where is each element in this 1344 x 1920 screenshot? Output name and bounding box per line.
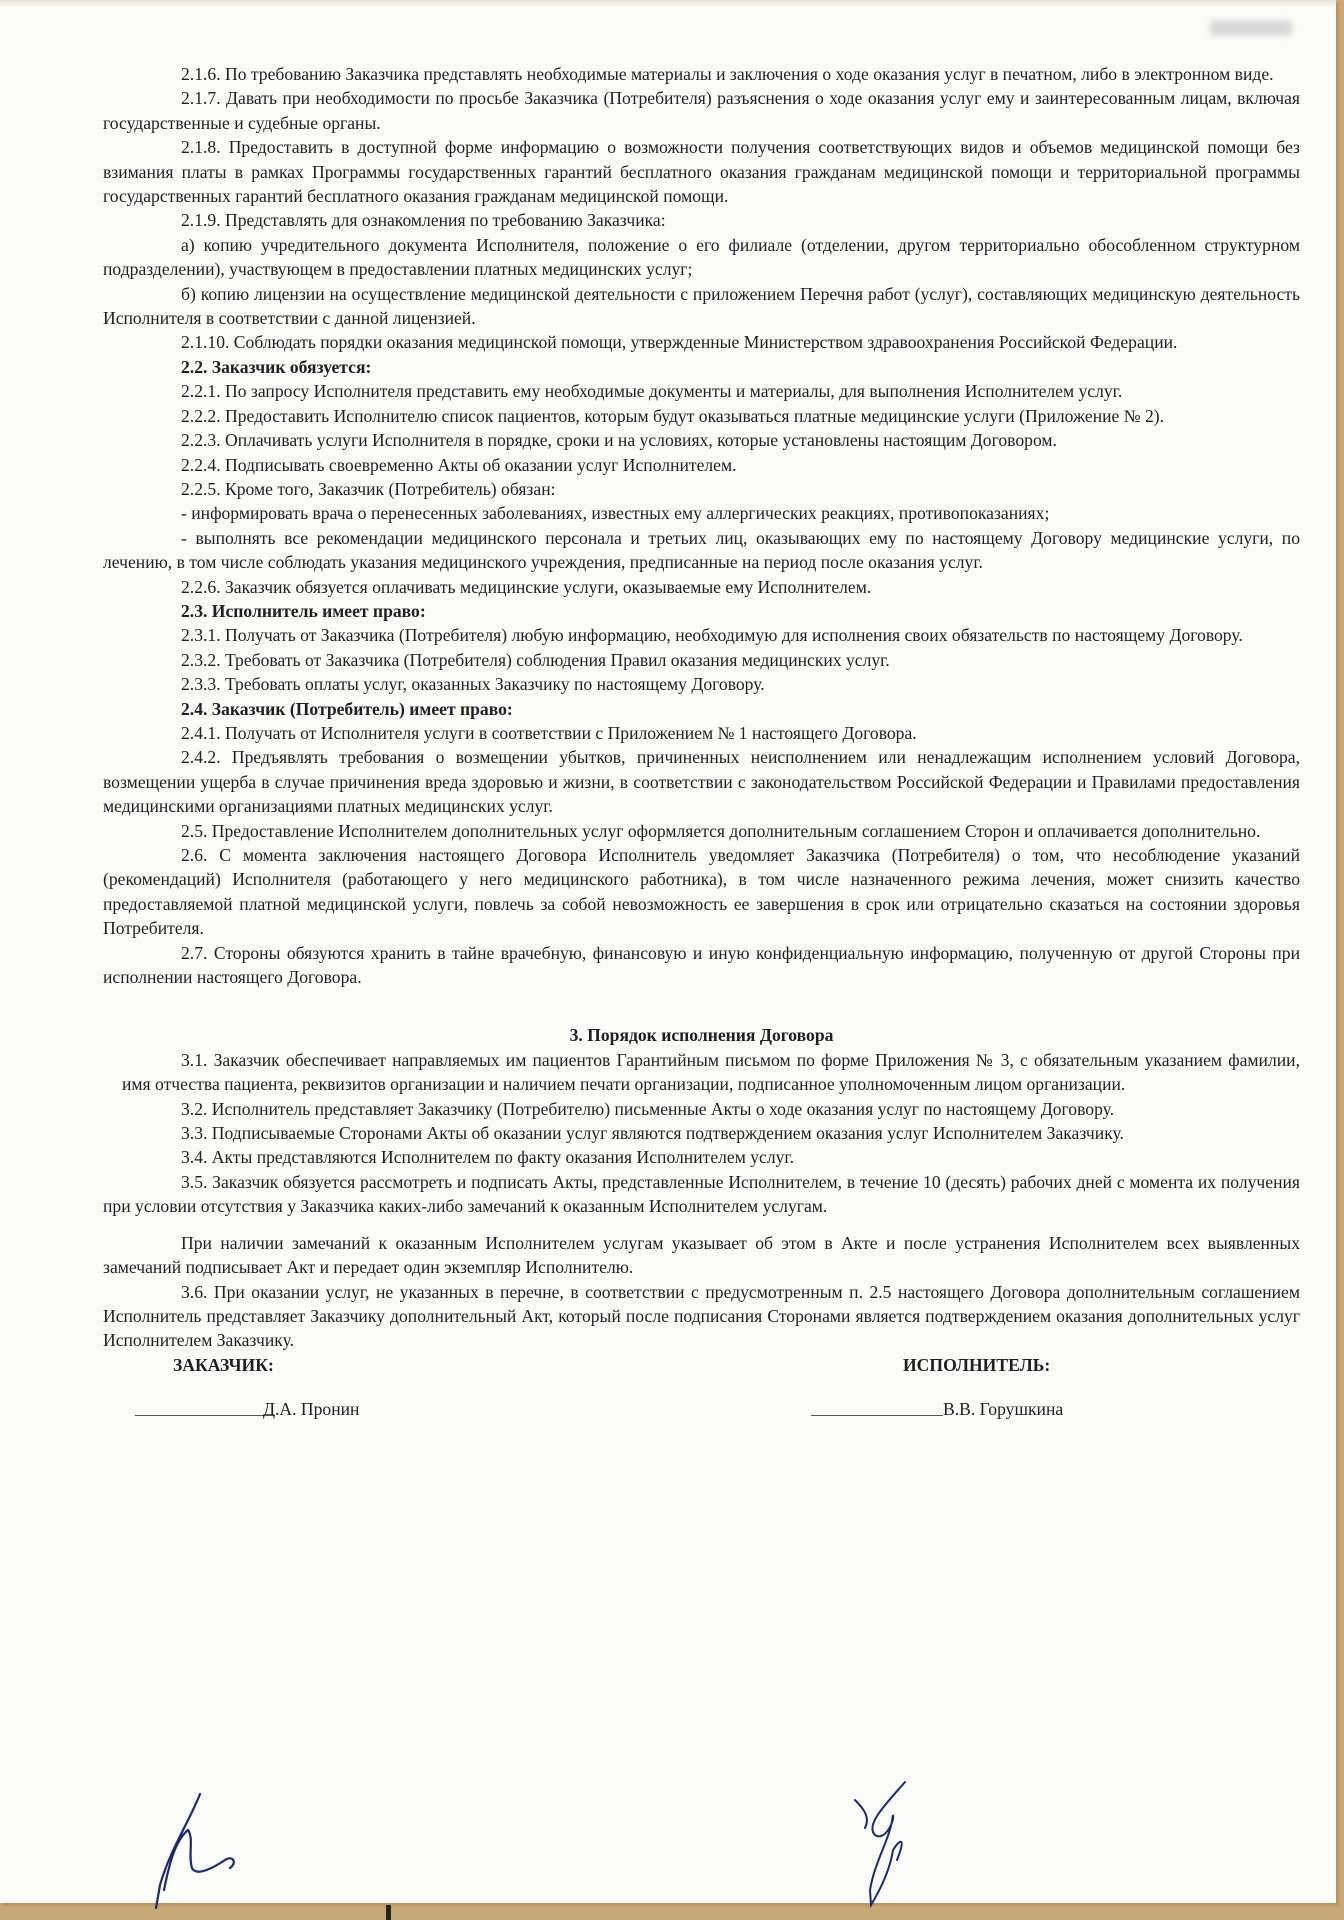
- clause-2-3-2: 2.3.2. Требовать от Заказчика (Потребителя) соблюдения Правил оказания медицинских услуг.: [181, 649, 890, 670]
- contractor-name: В.В. Горушкина: [943, 1398, 1064, 1419]
- heading-2-2: [103, 355, 1300, 379]
- clause-2-2-4: 2.2.4. Подписывать своевременно Акты об оказании услуг Исполнителем.: [181, 454, 737, 475]
- customer-signature: [130, 1790, 300, 1910]
- customer-label: ЗАКАЗЧИК:: [173, 1354, 274, 1375]
- clause-2-2-1: 2.2.1. По запросу Исполнителя представить ему необходимые документы и материалы, для выполнения Исполнителем услуг.: [181, 381, 1123, 402]
- clause-2-1-9-b: б) копию лицензии на осуществление медицинской деятельности с приложением Перечня работ (услуг), составляющих медицинскую деятельность Исполнителя в соответствии с данной лицензией.: [103, 283, 1300, 329]
- customer-signature-line: [135, 1415, 275, 1416]
- clause-3-5-remarks: При наличии замечаний к оказанным Исполнителем услугам указывает об этом в Акте и после устранения Исполнителем всех выявленных замечаний подписывает Акт и передает один экземпляр Исполнителю.: [103, 1232, 1300, 1278]
- clause-2-4-1: 2.4.1. Получать от Исполнителя услуги в соответствии с Приложением № 1 настоящего Договора.: [181, 722, 917, 743]
- clause-3-5: 3.5. Заказчик обязуется рассмотреть и подписать Акты, представленные Исполнителем, в течение 10 (десять) рабочих дней с момента их получения при условии отсутствия у Заказчика каких-либо замечаний к оказанным Исполнителем услугам.: [103, 1171, 1300, 1217]
- heading-2-4: [103, 697, 1300, 721]
- paragraph-gap: [103, 1219, 1300, 1231]
- clause-2-1-8: 2.1.8. Предоставить в доступной форме информацию о возможности получения соответствующих видов и объемов медицинской помощи без взимания платы в рамках Программы государственных гарантий бесплатного оказания гражданам медицинской помощи и территориальной программы государственных гарантий бесплатного оказания гражданам медицинской помощи.: [103, 137, 1300, 207]
- section-3-title: 3. Порядок исполнения Договора: [569, 1025, 834, 1046]
- heading-2-3-text: 2.3. Исполнитель имеет право:: [181, 600, 426, 621]
- contractor-signature-line: [811, 1415, 943, 1416]
- clause-2-2-2: 2.2.2. Предоставить Исполнителю список пациентов, которым будут оказываться платные медицинские услуги (Приложение № 2).: [181, 405, 1165, 426]
- clause-2-5: 2.5. Предоставление Исполнителем дополнительных услуг оформляется дополнительным соглашением Сторон и оплачивается дополнительно.: [181, 820, 1261, 841]
- clause-2-1-6: 2.1.6. По требованию Заказчика представлять необходимые материалы и заключения о ходе оказания услуг в печатном, либо в электронном виде.: [181, 64, 1274, 84]
- clause-2-7: 2.7. Стороны обязуются хранить в тайне врачебную, финансовую и иную конфиденциальную информацию, полученную от другой Стороны при исполнении настоящего Договора.: [103, 942, 1300, 988]
- contractor-signature-stroke: [855, 1782, 905, 1905]
- clause-2-1-9: 2.1.9. Представлять для ознакомления по требованию Заказчика:: [181, 210, 666, 231]
- clause-2-2-5-item-1: - информировать врача о перенесенных заболеваниях, известных ему аллергических реакциях, противопоказаниях;: [181, 503, 1050, 524]
- clause-2-3-1: 2.3.1. Получать от Заказчика (Потребителя) любую информацию, необходимую для исполнения своих обязательств по настоящему Договору.: [181, 625, 1243, 646]
- document-body: [103, 62, 1300, 1463]
- clause-3-4: 3.4. Акты представляются Исполнителем по факту оказания Исполнителем услуг.: [181, 1147, 795, 1168]
- signature-block: [103, 1353, 1300, 1463]
- section-gap: [103, 989, 1300, 1013]
- clause-2-4-2: 2.4.2. Предъявлять требования о возмещении убытков, причиненных неисполнением или ненадлежащим исполнением условий Договора, возмещении ущерба в случае причинения вреда здоровью и жизни, в соответствии с законодательством Российской Федерации и Правилами предоставления медицинскими организациями платных медицинских услуг.: [103, 747, 1300, 817]
- corner-smudge: [1210, 20, 1292, 36]
- clause-3-3: 3.3. Подписываемые Сторонами Акты об оказании услуг являются подтверждением оказания услуг Исполнителем Заказчику.: [181, 1123, 1124, 1144]
- clause-2-2-5-item-2: - выполнять все рекомендации медицинского персонала и третьих лиц, оказывающих ему по настоящему Договору медицинские услуги, по лечению, в том числе соблюдать указания медицинского учреждения, предписанные на период после оказания услуг.: [103, 527, 1300, 573]
- clause-2-1-10: 2.1.10. Соблюдать порядки оказания медицинской помощи, утвержденные Министерством здравоохранения Российской Федерации.: [181, 332, 1178, 353]
- desk-object: [386, 1905, 391, 1920]
- contractor-signature: [835, 1780, 955, 1910]
- heading-2-3: [103, 599, 1300, 623]
- clause-2-1-9-a: а) копию учредительного документа Исполнителя, положение о его филиале (отделении, другом территориально обособленном структурном подразделении), участвующем в предоставлении платных медицинских услуг;: [103, 234, 1300, 280]
- clause-2-3-3: 2.3.3. Требовать оплаты услуг, оказанных Заказчику по настоящему Договору.: [181, 674, 765, 695]
- clause-3-2: 3.2. Исполнитель представляет Заказчику (Потребителю) письменные Акты о ходе оказания услуг по настоящему Договору.: [181, 1098, 1115, 1119]
- customer-name: Д.А. Пронин: [263, 1398, 360, 1419]
- heading-2-2-text: 2.2. Заказчик обязуется:: [181, 356, 372, 377]
- heading-2-4-text: 2.4. Заказчик (Потребитель) имеет право:: [181, 698, 513, 719]
- customer-signature-stroke: [156, 1794, 234, 1908]
- clause-3-1: 3.1. Заказчик обеспечивает направляемых им пациентов Гарантийным письмом по форме Приложения № 3, с обязательным указанием фамилии, имя отчества пациента, реквизитов организации и наличием печати организации, подписанное уполномоченным лицом организации.: [122, 1049, 1300, 1095]
- clause-2-2-6: 2.2.6. Заказчик обязуется оплачивать медицинские услуги, оказываемые ему Исполнителем.: [181, 576, 872, 597]
- clause-2-6: 2.6. С момента заключения настоящего Договора Исполнитель уведомляет Заказчика (Потребителя) о том, что несоблюдение указаний (рекомендаций) Исполнителя (работающего у него медицинского работника), в том числе назначенного режима лечения, может снизить качество предоставляемой платной медицинской услуги, повлечь за собой невозможность ее завершения в срок или отрицательно сказаться на состоянии здоровья Потребителя.: [103, 845, 1300, 939]
- clause-2-2-3: 2.2.3. Оплачивать услуги Исполнителя в порядке, сроки и на условиях, которые установлены настоящим Договором.: [181, 430, 1057, 451]
- clause-3-6: 3.6. При оказании услуг, не указанных в перечне, в соответствии с предусмотренным п. 2.5 настоящего Договора дополнительным соглашением Исполнитель представляет Заказчику дополнительный Акт, который после подписания Сторонами является подтверждением оказания дополнительных услуг Исполнителем Заказчику.: [103, 1281, 1300, 1351]
- clause-2-2-5: 2.2.5. Кроме того, Заказчик (Потребитель) обязан:: [181, 478, 556, 499]
- contractor-label: ИСПОЛНИТЕЛЬ:: [903, 1354, 1051, 1375]
- clause-2-1-7: 2.1.7. Давать при необходимости по просьбе Заказчика (Потребителя) разъяснения о ходе оказания услуг ему и заинтересованным лицам, включая государственные и судебные органы.: [103, 88, 1300, 133]
